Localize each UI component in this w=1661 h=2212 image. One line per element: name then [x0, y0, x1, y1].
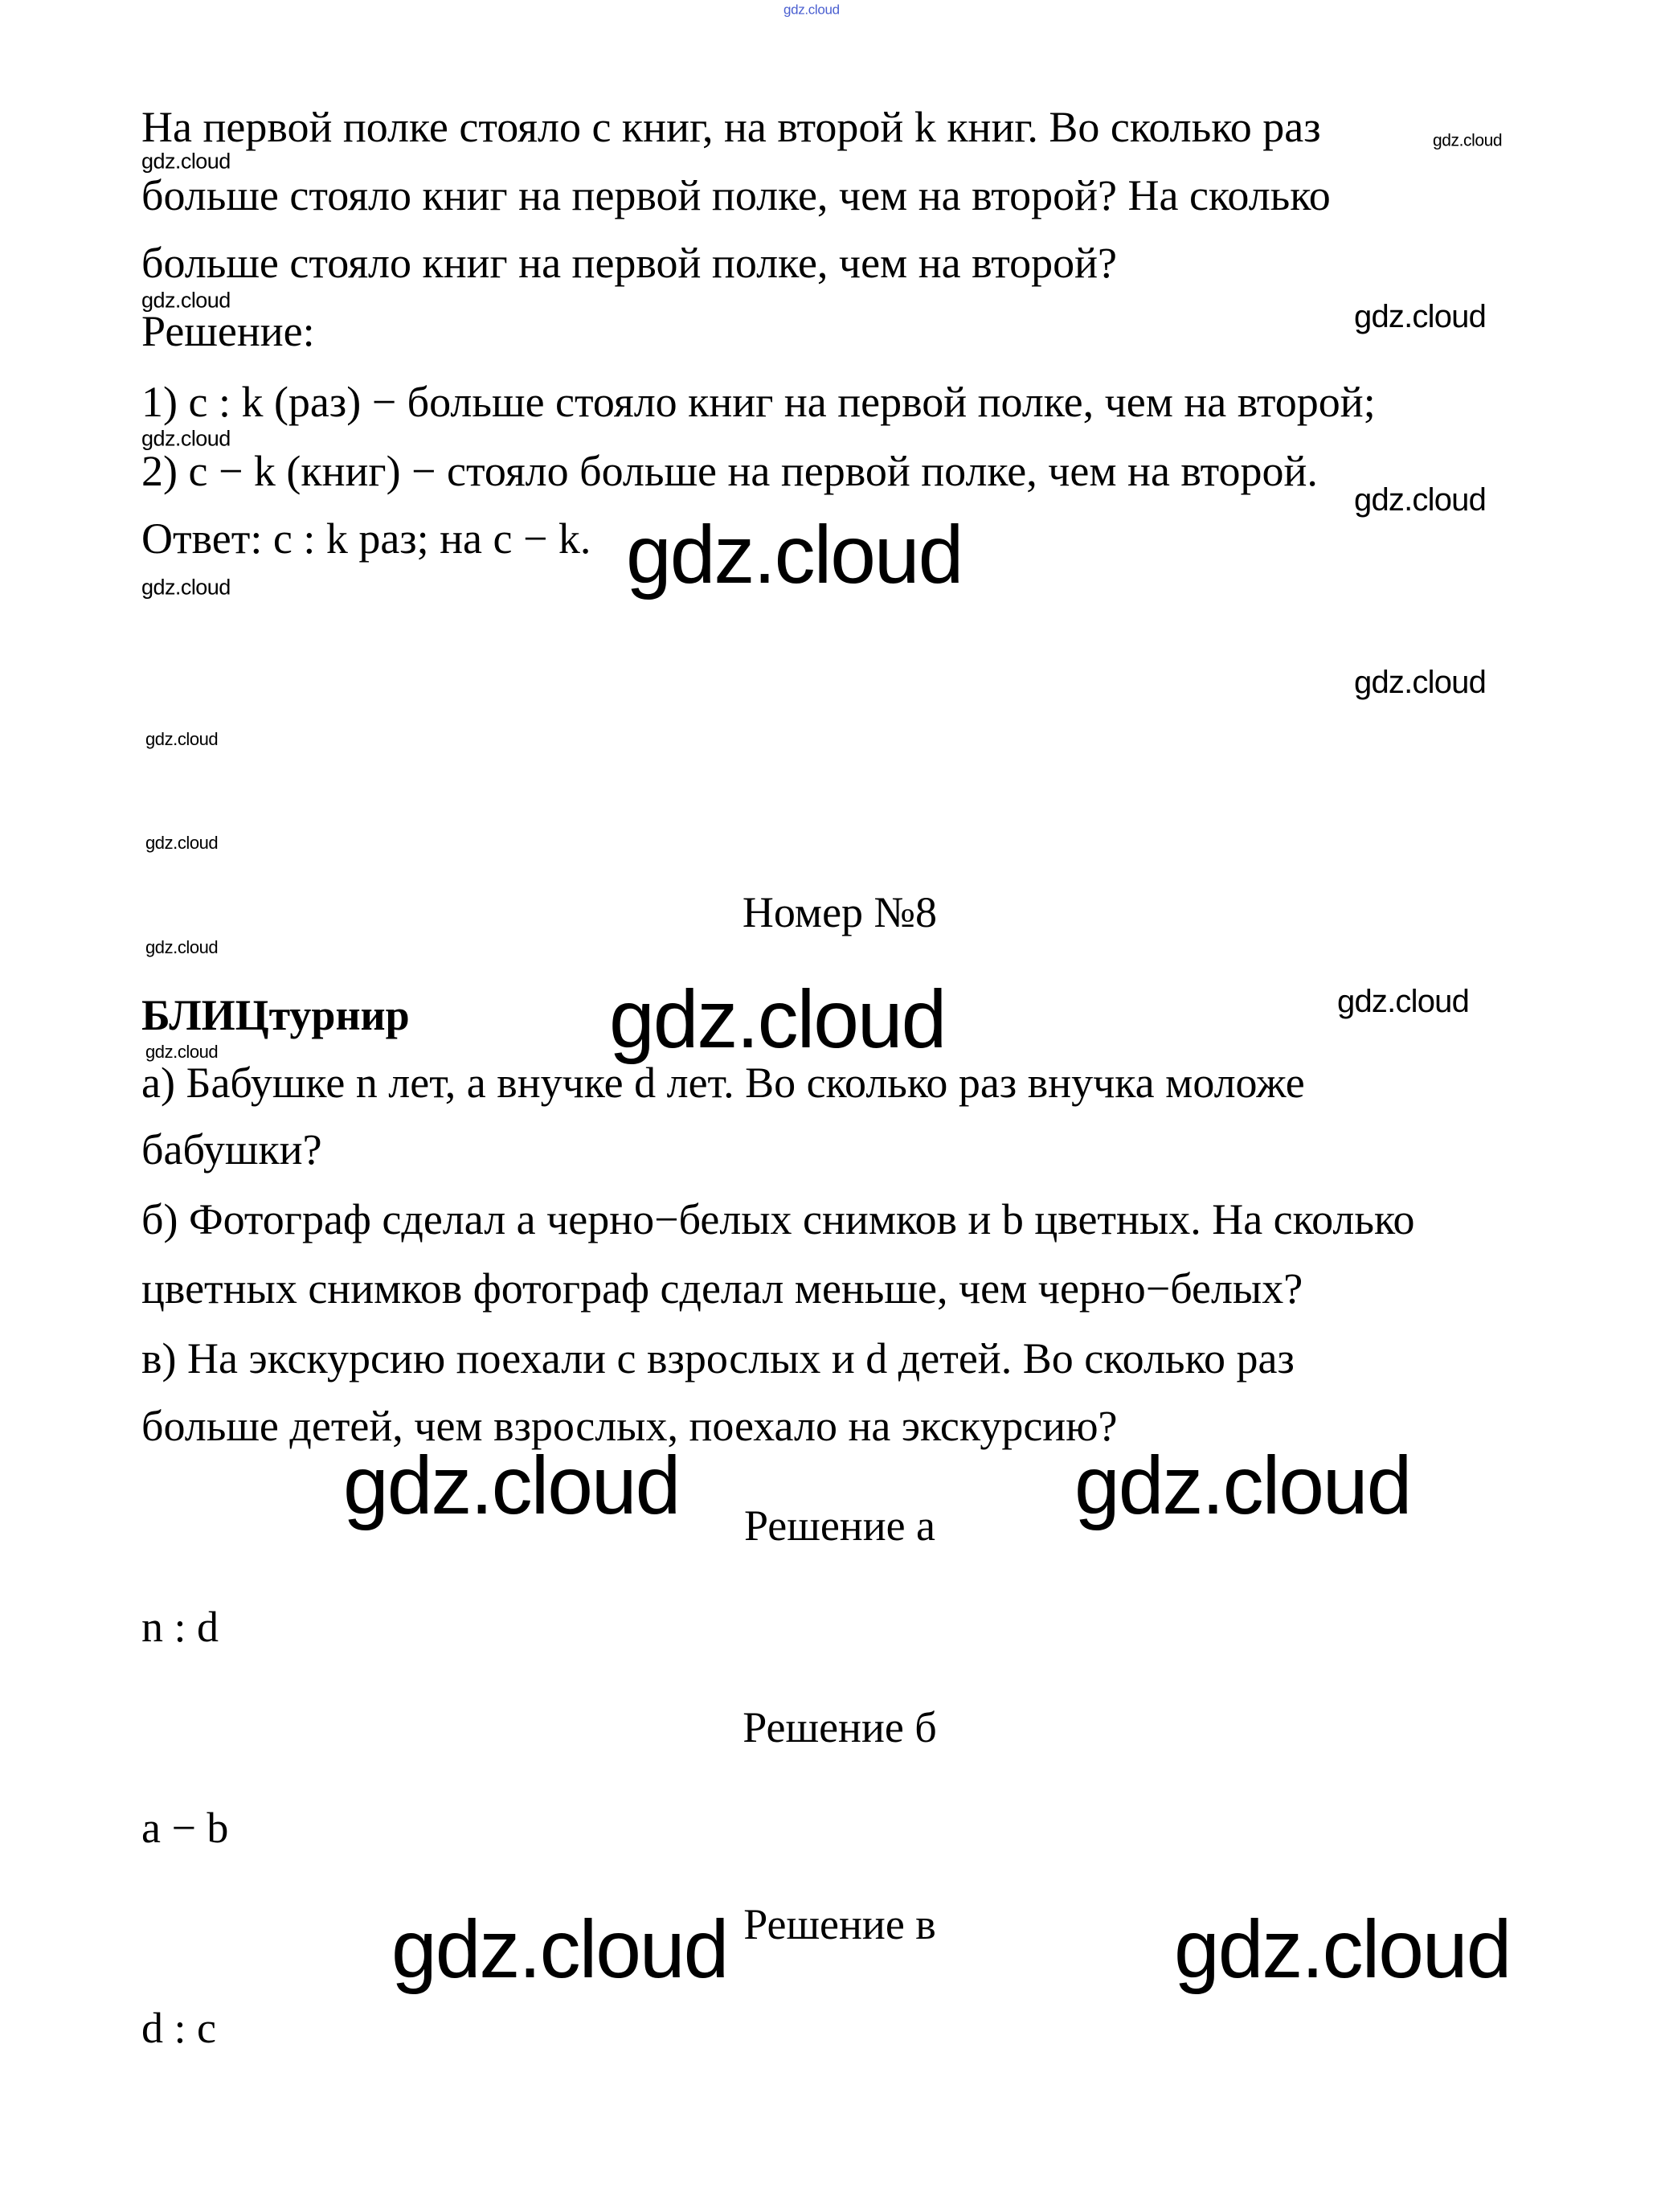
- problem8-title: Номер №8: [742, 888, 938, 936]
- watermark: gdz.cloud: [141, 575, 231, 600]
- watermark: gdz.cloud: [1174, 1903, 1511, 1995]
- watermark: gdz.cloud: [1433, 131, 1503, 150]
- problem8-line-3: б) Фотограф сделал a черно−белых снимков и b цветных. На сколько: [141, 1195, 1415, 1243]
- problem8-line-1: а) Бабушке n лет, а внучке d лет. Во сколько раз внучка моложе: [141, 1059, 1305, 1107]
- problem7-line-2: больше стояло книг на первой полке, чем на второй? На сколько: [141, 171, 1331, 219]
- watermark: gdz.cloud: [1354, 299, 1487, 334]
- watermark: gdz.cloud: [343, 1440, 680, 1531]
- watermark: gdz.cloud: [145, 729, 219, 749]
- watermark: gdz.cloud: [1337, 984, 1470, 1019]
- watermark: gdz.cloud: [145, 937, 219, 957]
- solution-b-label: Решение б: [743, 1703, 937, 1751]
- solution-c-label: Решение в: [743, 1900, 936, 1948]
- solution-step-2: 2) с − k (книг) − стояло больше на первой полке, чем на второй.: [141, 447, 1318, 495]
- watermark: gdz.cloud: [609, 973, 946, 1065]
- solution-a-answer: n : d: [141, 1603, 219, 1651]
- watermark: gdz.cloud: [626, 509, 963, 600]
- problem8-line-2: бабушки?: [141, 1125, 322, 1174]
- watermark: gdz.cloud: [1354, 482, 1487, 518]
- answer: Ответ: с : k раз; на с − k.: [141, 514, 591, 563]
- watermark: gdz.cloud: [145, 833, 219, 853]
- solution-a-label: Решение а: [743, 1501, 936, 1550]
- watermark-top: gdz.cloud: [783, 2, 840, 18]
- problem8-line-6: больше детей, чем взрослых, поехало на экскурсию?: [141, 1402, 1118, 1450]
- watermark: gdz.cloud: [141, 288, 231, 313]
- watermark: gdz.cloud: [141, 426, 231, 451]
- solution-step-1: 1) с : k (раз) − больше стояло книг на первой полке, чем на второй;: [141, 378, 1376, 426]
- problem8-line-5: в) На экскурсию поехали с взрослых и d детей. Во сколько раз: [141, 1334, 1295, 1382]
- watermark: gdz.cloud: [391, 1903, 728, 1995]
- problem7-line-1: На первой полке стояло с книг, на второй k книг. Во сколько раз: [141, 103, 1321, 151]
- solution-b-answer: a − b: [141, 1804, 229, 1852]
- watermark: gdz.cloud: [1074, 1440, 1411, 1531]
- problem8-subtitle: БЛИЦтурнир: [141, 991, 410, 1039]
- watermark: gdz.cloud: [145, 1042, 219, 1062]
- solution-label: Решение:: [141, 307, 315, 355]
- watermark: gdz.cloud: [141, 149, 231, 174]
- problem7-line-3: больше стояло книг на первой полке, чем на второй?: [141, 239, 1117, 287]
- watermark: gdz.cloud: [1354, 665, 1487, 700]
- problem8-line-4: цветных снимков фотограф сделал меньше, чем черно−белых?: [141, 1264, 1303, 1313]
- solution-c-answer: d : c: [141, 2004, 216, 2052]
